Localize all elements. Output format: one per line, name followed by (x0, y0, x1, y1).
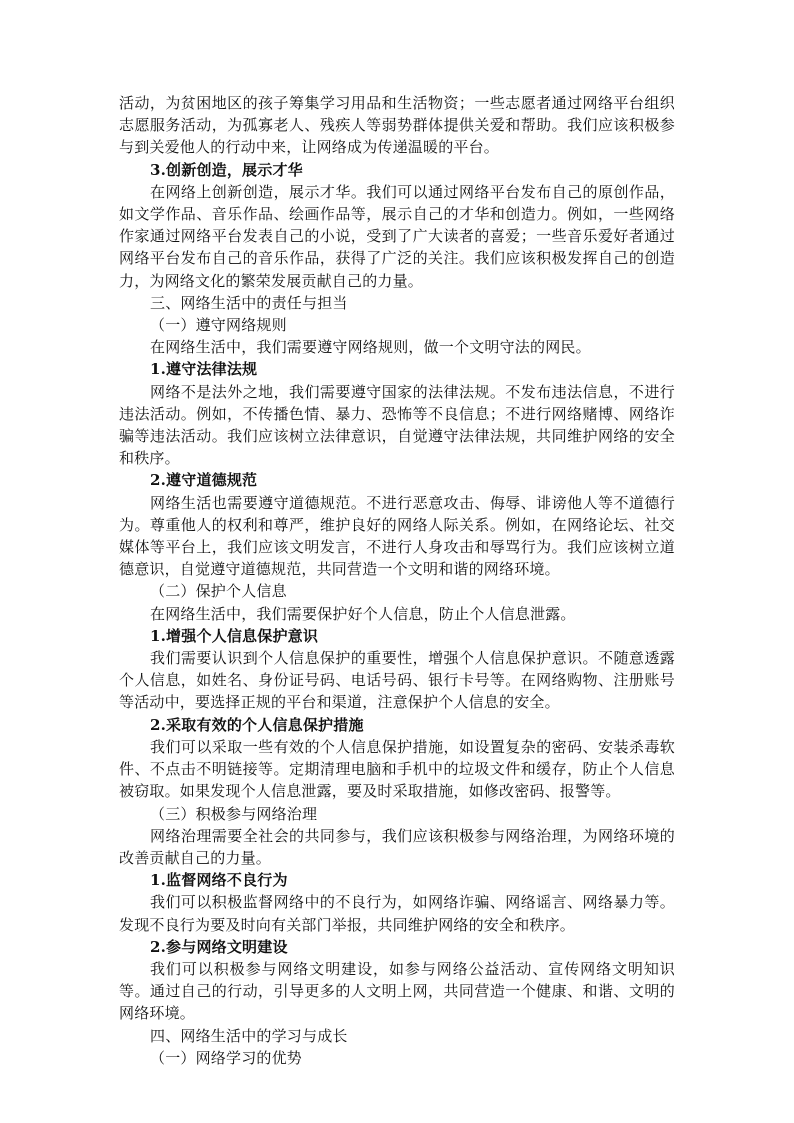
paragraph: 我们可以采取一些有效的个人信息保护措施，如设置复杂的密码、安装杀毒软件、不点击不明链接等。定期清理电脑和手机中的垃圾文件和缓存，防止个人信息被窃取。如果发现个人信息泄露，要及时采取措施，如修改密码、报警等。 (119, 737, 675, 801)
subheading-laws: 1.遵守法律法规 (150, 360, 258, 379)
paragraph-continuation: 活动，为贫困地区的孩子筹集学习用品和生活物资；一些志愿者通过网络平台组织志愿服务活动，为孤寡老人、残疾人等弱势群体提供关爱和帮助。我们应该积极参与到关爱他人的行动中来，让网络成为传递温暖的平台。 (119, 94, 675, 157)
section-heading-learning: 四、网络生活中的学习与成长 (150, 1026, 348, 1045)
section-heading-responsibility: 三、网络生活中的责任与担当 (150, 293, 348, 312)
subheading-awareness: 1.增强个人信息保护意识 (150, 626, 319, 645)
subsection-heading-advantages: （一）网络学习的优势 (150, 1048, 303, 1067)
subheading-creative: 3.创新创造，展示才华 (150, 160, 303, 179)
paragraph: 在网络上创新创造，展示才华。我们可以通过网络平台发布自己的原创作品，如文学作品、音乐作品、绘画作品等，展示自己的才华和创造力。例如，一些网络作家通过网络平台发表自己的小说，受到了广大读者的喜爱；一些音乐爱好者通过网络平台发布自己的音乐作品，获得了广泛的关注。我们应该积极发挥自己的创造力，为网络文化的繁荣发展贡献自己的力量。 (119, 182, 675, 290)
paragraph: 我们可以积极参与网络文明建设，如参与网络公益活动、宣传网络文明知识等。通过自己的行动，引导更多的人文明上网，共同营造一个健康、和谐、文明的网络环境。 (119, 959, 675, 1023)
subheading-supervise: 1.监督网络不良行为 (150, 871, 288, 890)
subheading-measures: 2.采取有效的个人信息保护措施 (150, 715, 364, 734)
document-page (119, 92, 675, 1069)
paragraph: 在网络生活中，我们需要遵守网络规则，做一个文明守法的网民。 (150, 338, 591, 357)
subsection-heading-rules: （一）遵守网络规则 (150, 316, 287, 335)
paragraph: 我们需要认识到个人信息保护的重要性，增强个人信息保护意识。不随意透露个人信息，如姓名、身份证号码、电话号码、银行卡号等。在网络购物、注册账号等活动中，要选择正规的平台和渠道，注意保护个人信息的安全。 (119, 649, 675, 712)
subheading-ethics: 2.遵守道德规范 (150, 471, 258, 490)
paragraph: 我们可以积极监督网络中的不良行为，如网络诈骗、网络谣言、网络暴力等。发现不良行为要及时向有关部门举报，共同维护网络的安全和秩序。 (119, 893, 675, 934)
paragraph: 网络治理需要全社会的共同参与，我们应该积极参与网络治理，为网络环境的改善贡献自己的力量。 (119, 826, 675, 867)
subheading-civilization: 2.参与网络文明建设 (150, 937, 288, 956)
paragraph: 在网络生活中，我们需要保护好个人信息，防止个人信息泄露。 (150, 604, 576, 623)
paragraph: 网络不是法外之地，我们需要遵守国家的法律法规。不发布违法信息，不进行违法活动。例如，不传播色情、暴力、恐怖等不良信息；不进行网络赌博、网络诈骗等违法活动。我们应该树立法律意识，自觉遵守法律法规，共同维护网络的安全和秩序。 (119, 382, 675, 468)
paragraph: 网络生活也需要遵守道德规范。不进行恶意攻击、侮辱、诽谤他人等不道德行为。尊重他人的权利和尊严，维护良好的网络人际关系。例如，在网络论坛、社交媒体等平台上，我们应该文明发言，不进行人身攻击和辱骂行为。我们应该树立道德意识，自觉遵守道德规范，共同营造一个文明和谐的网络环境。 (119, 493, 675, 579)
subsection-heading-privacy: （二）保护个人信息 (150, 582, 287, 601)
subsection-heading-governance: （三）积极参与网络治理 (150, 804, 318, 823)
